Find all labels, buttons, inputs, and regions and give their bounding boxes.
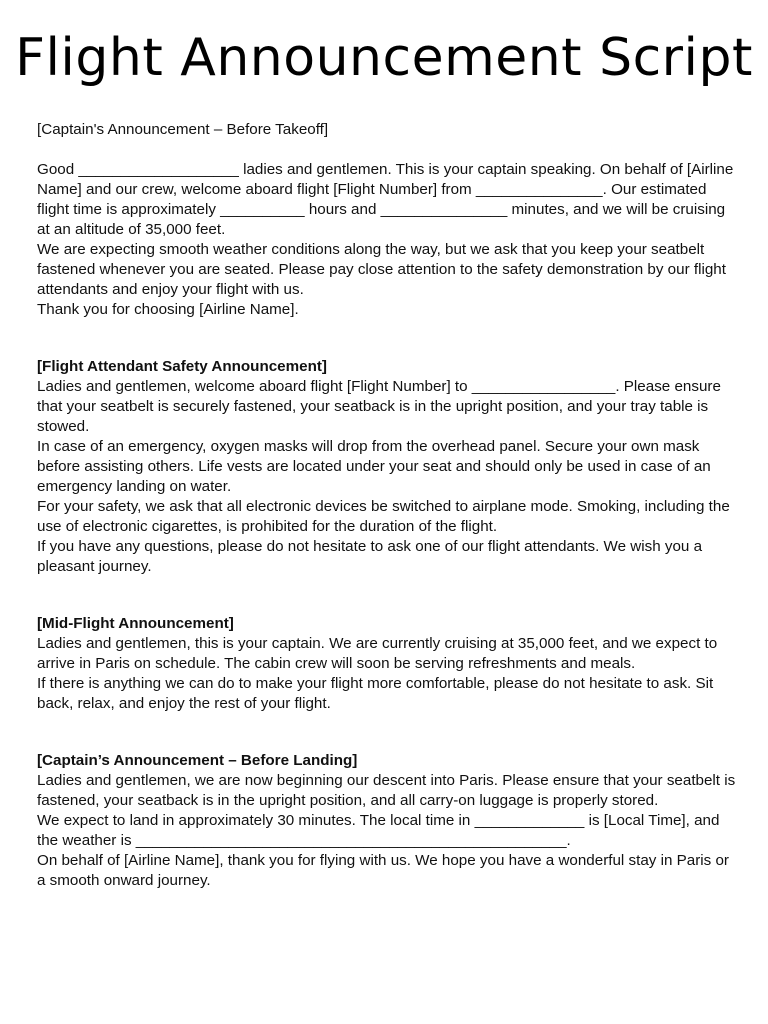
paragraph: Good ___________________ ladies and gentlemen. This is your captain speaking. On behalf of [Airline Name] and our crew, welcome aboard flight [Flight Number] from _______________. Our estimated flight time is approximately __________ hours and _______________ minutes, and we will be cruising at an altitude of 35,000 feet. xyxy=(37,161,734,238)
paragraph: If there is anything we can do to make your flight more comfortable, please do not hesitate to ask. Sit back, relax, and enjoy the rest of your flight. xyxy=(37,675,714,712)
paragraph: On behalf of [Airline Name], thank you for flying with us. We hope you have a wonderful stay in Paris or a smooth onward journey. xyxy=(37,852,729,889)
paragraph: Ladies and gentlemen, welcome aboard flight [Flight Number] to _________________. Please ensure that your seatbelt is securely fastened, your seatback is in the upright position, and your tray table is stowed. xyxy=(37,378,721,435)
paragraph: If you have any questions, please do not hesitate to ask one of our flight attendants. We wish you a pleasant journey. xyxy=(37,538,703,575)
paragraph: Ladies and gentlemen, this is your captain. We are currently cruising at 35,000 feet, and we expect to arrive in Paris on schedule. The cabin crew will soon be serving refreshments and meals. xyxy=(37,635,718,672)
paragraph: We expect to land in approximately 30 minutes. The local time in _____________ is [Local Time], and the weather is ___________________________________________________. xyxy=(37,812,720,849)
paragraph: We are expecting smooth weather conditions along the way, but we ask that you keep your seatbelt fastened whenever you are seated. Please pay close attention to the safety demonstration by our flight attendants and enjoy your flight with us. xyxy=(37,241,726,298)
page-title: Flight Announcement Script xyxy=(15,28,753,88)
script-body xyxy=(37,120,737,891)
section-heading: [Captain’s Announcement – Before Landing] xyxy=(37,752,358,769)
section-heading: [Flight Attendant Safety Announcement] xyxy=(37,358,327,375)
paragraph: Ladies and gentlemen, we are now beginning our descent into Paris. Please ensure that your seatbelt is fastened, your seatback is in the upright position, and all carry-on luggage is properly stored. xyxy=(37,772,736,809)
paragraph: For your safety, we ask that all electronic devices be switched to airplane mode. Smoking, including the use of electronic cigarettes, is prohibited for the duration of the flight. xyxy=(37,498,730,535)
section-flight-attendant-safety xyxy=(37,357,737,577)
paragraph: In case of an emergency, oxygen masks will drop from the overhead panel. Secure your own mask before assisting others. Life vests are located under your seat and should only be used in case of an emergency landing on water. xyxy=(37,438,711,495)
section-captain-before-landing xyxy=(37,751,737,891)
paragraph: Thank you for choosing [Airline Name]. xyxy=(37,301,299,318)
section-captain-before-takeoff xyxy=(37,120,737,320)
section-heading: [Mid-Flight Announcement] xyxy=(37,615,234,632)
section-mid-flight xyxy=(37,614,737,714)
section-heading: [Captain's Announcement – Before Takeoff] xyxy=(37,121,329,138)
